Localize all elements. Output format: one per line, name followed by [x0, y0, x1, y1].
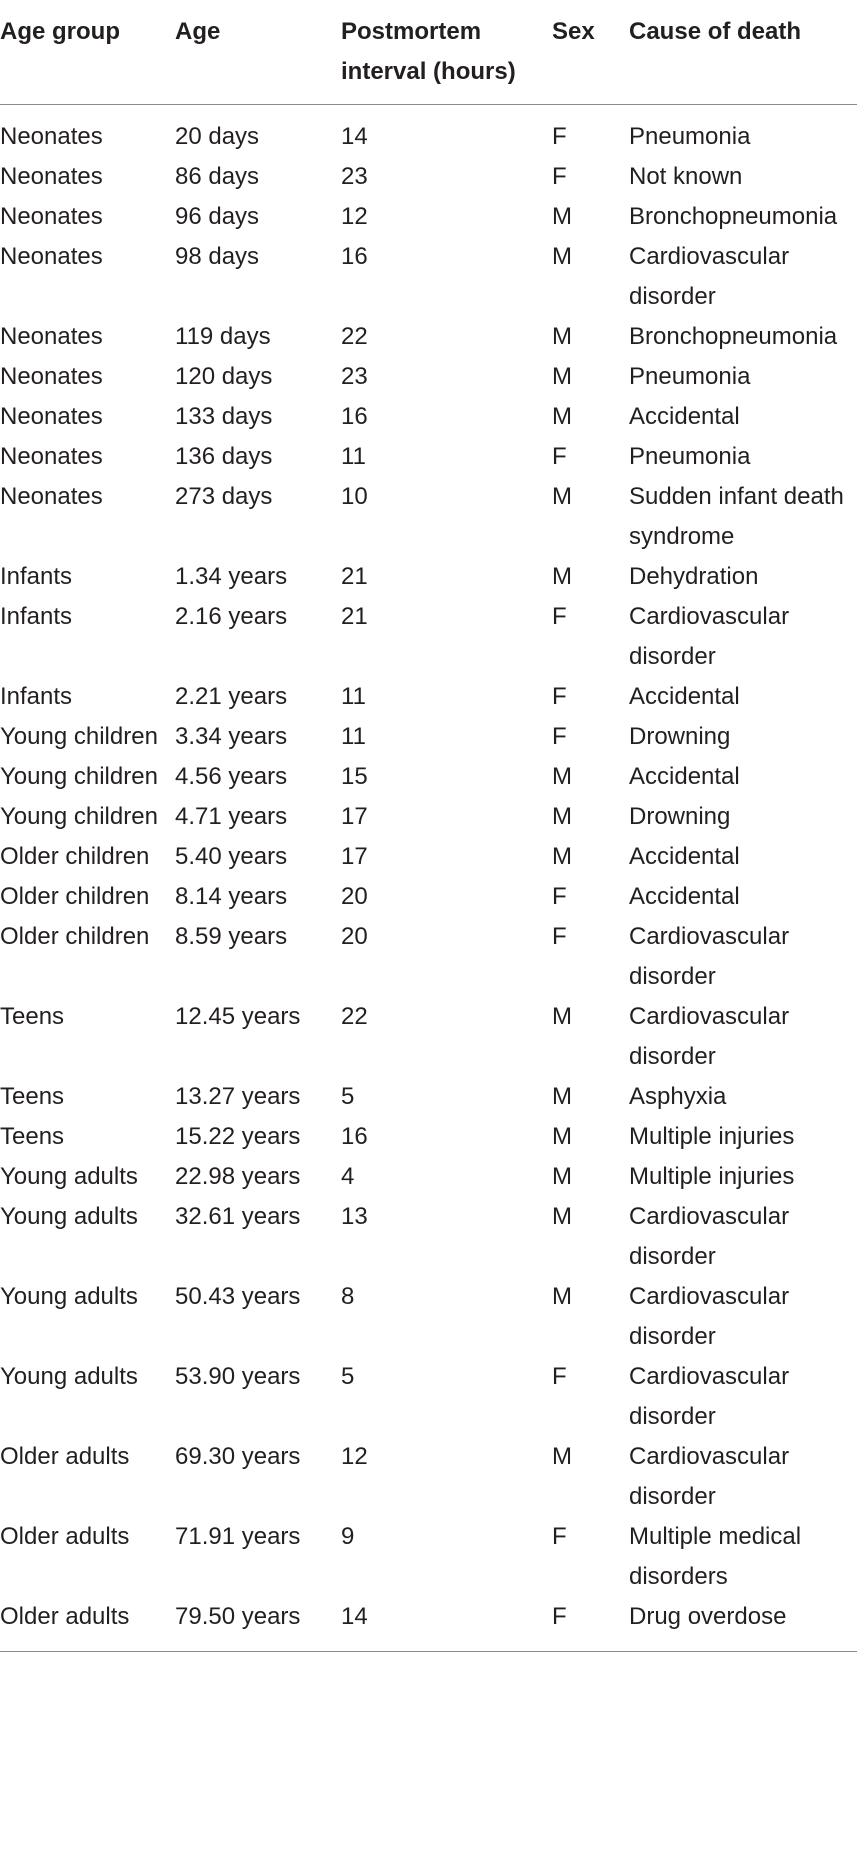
cell-age-group: Young adults — [0, 1203, 138, 1230]
table-row — [0, 397, 857, 437]
cell-postmortem-interval: 8 — [341, 1283, 355, 1310]
cell-postmortem-interval: 11 — [341, 443, 366, 470]
cell-age: 119 days — [175, 323, 271, 350]
cell-sex: M — [552, 803, 572, 830]
cell-sex: M — [552, 1203, 572, 1230]
cell-postmortem-interval: 14 — [341, 123, 368, 150]
cell-cause-of-death: Cardiovascular disorder — [629, 1283, 790, 1350]
cell-cause-of-death: Pneumonia — [629, 443, 751, 470]
cell-age: 8.14 years — [175, 883, 288, 910]
cell-cause-of-death: Cardiovascular disorder — [629, 1363, 790, 1430]
cell-age: 133 days — [175, 403, 273, 430]
cell-sex: M — [552, 1123, 572, 1150]
cell-sex: M — [552, 363, 572, 390]
table-row — [0, 357, 857, 397]
cell-postmortem-interval: 21 — [341, 563, 368, 590]
cell-cause-of-death: Multiple injuries — [629, 1123, 795, 1150]
cell-sex: M — [552, 403, 572, 430]
table-row — [0, 797, 857, 837]
cell-age-group: Older adults — [0, 1597, 175, 1652]
cell-cause-of-death: Dehydration — [629, 563, 759, 590]
cell-sex: M — [552, 323, 572, 350]
cell-age: 53.90 years — [175, 1363, 301, 1390]
cell-age-group: Neonates — [0, 203, 103, 230]
table-row — [0, 1117, 857, 1157]
cell-age-group: Young adults — [0, 1283, 138, 1310]
table-row — [0, 757, 857, 797]
cell-age-group: Teens — [0, 1003, 65, 1030]
cell-age-group: Young children — [0, 763, 158, 790]
cell-age-group: Young children — [0, 803, 158, 830]
cell-postmortem-interval: 11 — [341, 723, 366, 750]
cell-age-group: Neonates — [0, 323, 103, 350]
cell-age-group: Older adults — [0, 1523, 130, 1550]
cell-age: 2.21 years — [175, 683, 288, 710]
cell-age: 8.59 years — [175, 923, 288, 950]
cell-cause-of-death: Multiple injuries — [629, 1163, 795, 1190]
cell-sex: F — [552, 683, 567, 710]
table-row — [0, 557, 857, 597]
table-row — [0, 477, 857, 557]
cell-sex: M — [552, 1283, 572, 1310]
cell-cause-of-death: Cardiovascular disorder — [629, 1003, 790, 1070]
cell-postmortem-interval: 20 — [341, 883, 368, 910]
cell-cause-of-death: Not known — [629, 163, 743, 190]
cell-sex: F — [552, 1523, 567, 1550]
table-row — [0, 717, 857, 757]
cell-age: 86 days — [175, 163, 260, 190]
cell-age-group: Neonates — [0, 243, 103, 270]
cell-age: 79.50 years — [175, 1597, 341, 1652]
cell-age: 71.91 years — [175, 1523, 301, 1550]
cell-postmortem-interval: 17 — [341, 803, 368, 830]
cell-age: 4.56 years — [175, 763, 288, 790]
cell-age-group: Young adults — [0, 1163, 138, 1190]
table-row — [0, 197, 857, 237]
cell-age: 3.34 years — [175, 723, 288, 750]
cell-sex: M — [552, 1163, 572, 1190]
table-row — [0, 597, 857, 677]
cell-age-group: Neonates — [0, 483, 103, 510]
cell-sex: F — [552, 723, 567, 750]
cell-postmortem-interval: 22 — [341, 323, 368, 350]
cell-postmortem-interval: 17 — [341, 843, 368, 870]
cell-sex: M — [552, 763, 572, 790]
cell-cause-of-death: Accidental — [629, 843, 740, 870]
cell-age: 13.27 years — [175, 1083, 301, 1110]
cell-age: 22.98 years — [175, 1163, 301, 1190]
cell-age: 98 days — [175, 243, 260, 270]
cell-age-group: Older children — [0, 923, 150, 950]
cell-postmortem-interval: 20 — [341, 923, 368, 950]
cell-postmortem-interval: 4 — [341, 1163, 355, 1190]
table-row — [0, 1437, 857, 1517]
cell-age: 5.40 years — [175, 843, 288, 870]
cell-age-group: Neonates — [0, 363, 103, 390]
cell-sex: F — [552, 883, 567, 910]
cell-age-group: Teens — [0, 1123, 65, 1150]
table-row — [0, 1277, 857, 1357]
cell-postmortem-interval: 10 — [341, 483, 368, 510]
cell-sex: F — [552, 443, 567, 470]
table-body — [0, 105, 857, 1652]
table-row — [0, 157, 857, 197]
table-row — [0, 837, 857, 877]
cell-cause-of-death: Accidental — [629, 763, 740, 790]
cell-cause-of-death: Cardiovascular disorder — [629, 1203, 790, 1270]
cell-sex: M — [552, 483, 572, 510]
cell-age: 273 days — [175, 483, 273, 510]
cell-cause-of-death: Accidental — [629, 683, 740, 710]
cell-cause-of-death: Sudden infant death syndrome — [629, 483, 844, 550]
cell-cause-of-death: Accidental — [629, 883, 740, 910]
cell-sex: M — [552, 563, 572, 590]
cell-postmortem-interval: 14 — [341, 1597, 552, 1652]
cell-age: 2.16 years — [175, 603, 288, 630]
cell-sex: M — [552, 1443, 572, 1470]
cell-age: 136 days — [175, 443, 273, 470]
cell-sex: M — [552, 1003, 572, 1030]
cell-cause-of-death: Cardiovascular disorder — [629, 1443, 790, 1510]
cell-sex: M — [552, 203, 572, 230]
header-age-group: Age group — [0, 6, 175, 105]
cell-age-group: Young adults — [0, 1363, 138, 1390]
cell-sex: F — [552, 1363, 567, 1390]
cell-postmortem-interval: 23 — [341, 363, 368, 390]
cell-age: 15.22 years — [175, 1123, 301, 1150]
cell-postmortem-interval: 23 — [341, 163, 368, 190]
cell-cause-of-death: Drowning — [629, 723, 731, 750]
table-row — [0, 1157, 857, 1197]
cell-postmortem-interval: 16 — [341, 1123, 368, 1150]
cell-postmortem-interval: 15 — [341, 763, 368, 790]
cell-sex: F — [552, 603, 567, 630]
header-sex: Sex — [552, 6, 629, 105]
cell-age-group: Young children — [0, 723, 158, 750]
table-row — [0, 437, 857, 477]
cell-cause-of-death: Multiple medical disorders — [629, 1523, 802, 1590]
cell-sex: M — [552, 843, 572, 870]
cell-age-group: Neonates — [0, 123, 103, 150]
table-row — [0, 1357, 857, 1437]
table-row — [0, 917, 857, 997]
cell-cause-of-death: Asphyxia — [629, 1083, 727, 1110]
cell-cause-of-death: Cardiovascular disorder — [629, 923, 790, 990]
cell-cause-of-death: Bronchopneumonia — [629, 323, 838, 350]
cell-age: 69.30 years — [175, 1443, 301, 1470]
cell-postmortem-interval: 9 — [341, 1523, 355, 1550]
cell-postmortem-interval: 22 — [341, 1003, 368, 1030]
cell-age-group: Infants — [0, 683, 73, 710]
cell-age: 4.71 years — [175, 803, 288, 830]
cell-postmortem-interval: 16 — [341, 243, 368, 270]
cell-cause-of-death: Drug overdose — [629, 1597, 857, 1652]
cell-sex: F — [552, 923, 567, 950]
cell-age: 12.45 years — [175, 1003, 301, 1030]
cell-age-group: Older adults — [0, 1443, 130, 1470]
cell-age-group: Neonates — [0, 443, 103, 470]
table-row — [0, 105, 857, 158]
table-row — [0, 317, 857, 357]
cell-age: 32.61 years — [175, 1203, 301, 1230]
header-age: Age — [175, 6, 341, 105]
cell-age-group: Neonates — [0, 403, 103, 430]
cell-age-group: Teens — [0, 1083, 65, 1110]
cell-age: 96 days — [175, 203, 260, 230]
cell-postmortem-interval: 12 — [341, 1443, 368, 1470]
cell-age-group: Infants — [0, 563, 73, 590]
table-row — [0, 1597, 857, 1652]
cell-cause-of-death: Drowning — [629, 803, 731, 830]
cell-cause-of-death: Accidental — [629, 403, 740, 430]
cell-postmortem-interval: 5 — [341, 1083, 355, 1110]
cell-cause-of-death: Pneumonia — [629, 123, 751, 150]
cell-age: 120 days — [175, 363, 273, 390]
header-row — [0, 6, 857, 105]
cell-age: 50.43 years — [175, 1283, 301, 1310]
table-row — [0, 1077, 857, 1117]
cell-age: 1.34 years — [175, 563, 288, 590]
header-cause-of-death: Cause of death — [629, 6, 857, 105]
cell-postmortem-interval: 21 — [341, 603, 368, 630]
cell-cause-of-death: Cardiovascular disorder — [629, 243, 790, 310]
cell-postmortem-interval: 16 — [341, 403, 368, 430]
demographics-table — [0, 6, 857, 1652]
cell-sex: M — [552, 1083, 572, 1110]
cell-cause-of-death: Pneumonia — [629, 363, 751, 390]
table-header — [0, 6, 857, 105]
cell-cause-of-death: Cardiovascular disorder — [629, 603, 790, 670]
cell-age-group: Older children — [0, 883, 150, 910]
cell-postmortem-interval: 12 — [341, 203, 368, 230]
cell-sex: F — [552, 163, 567, 190]
cell-age-group: Older children — [0, 843, 150, 870]
cell-sex: F — [552, 123, 567, 150]
cell-postmortem-interval: 13 — [341, 1203, 368, 1230]
header-postmortem-interval: Postmortem interval (hours) — [341, 6, 552, 105]
table-row — [0, 997, 857, 1077]
cell-cause-of-death: Bronchopneumonia — [629, 203, 838, 230]
table-row — [0, 677, 857, 717]
table-row — [0, 1517, 857, 1597]
cell-sex: F — [552, 1597, 629, 1652]
cell-age: 20 days — [175, 123, 260, 150]
table-row — [0, 237, 857, 317]
cell-sex: M — [552, 243, 572, 270]
cell-postmortem-interval: 5 — [341, 1363, 355, 1390]
table-row — [0, 877, 857, 917]
cell-age-group: Neonates — [0, 163, 103, 190]
cell-postmortem-interval: 11 — [341, 683, 366, 710]
cell-age-group: Infants — [0, 603, 73, 630]
table-row — [0, 1197, 857, 1277]
